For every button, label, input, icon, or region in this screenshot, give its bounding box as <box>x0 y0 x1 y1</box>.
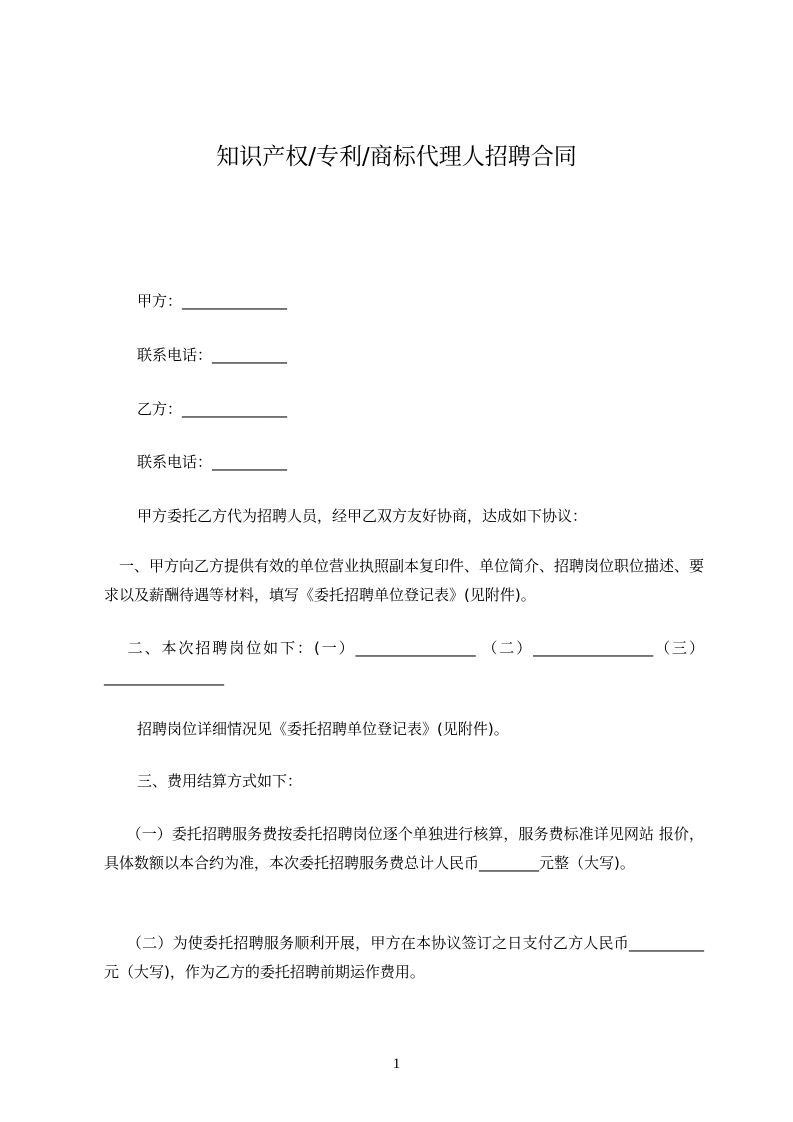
clause-2-note: 招聘岗位详细情况见《委托招聘单位登记表》(见附件)。 <box>137 720 509 738</box>
party-a-line: 甲方：______________ <box>137 292 288 310</box>
document-title: 知识产权/专利/商标代理人招聘合同 <box>216 144 577 170</box>
clause-3-heading: 三、费用结算方式如下： <box>137 772 303 790</box>
intro-paragraph: 甲方委托乙方代为招聘人员，经甲乙双方友好协商，达成如下协议： <box>137 507 588 525</box>
contact-phone-b-line: 联系电话：__________ <box>137 453 288 471</box>
party-b-line: 乙方：______________ <box>137 400 288 418</box>
clause-3-1-paragraph: （一）委托招聘服务费按委托招聘岗位逐个单独进行核算，服务费标准详见网站 报价，具体数额以本合约为准，本次委托招聘服务费总计人民币________元整（大写)。 <box>104 825 704 872</box>
contact-phone-a-line: 联系电话：__________ <box>137 346 288 364</box>
clause-2-paragraph: 二、本次招聘岗位如下：(一）________________ （二）________________（三）________________ <box>104 639 704 686</box>
clause-1-paragraph: 一、甲方向乙方提供有效的单位营业执照副本复印件、单位简介、招聘岗位职位描述、要求以及薪酬待遇等材料，填写《委托招聘单位登记表》(见附件)。 <box>104 557 705 604</box>
clause-3-2-paragraph: （二）为使委托招聘服务顺利开展，甲方在本协议签订之日支付乙方人民币__________元（大写)，作为乙方的委托招聘前期运作费用。 <box>104 934 704 981</box>
page-number: 1 <box>392 1056 401 1072</box>
